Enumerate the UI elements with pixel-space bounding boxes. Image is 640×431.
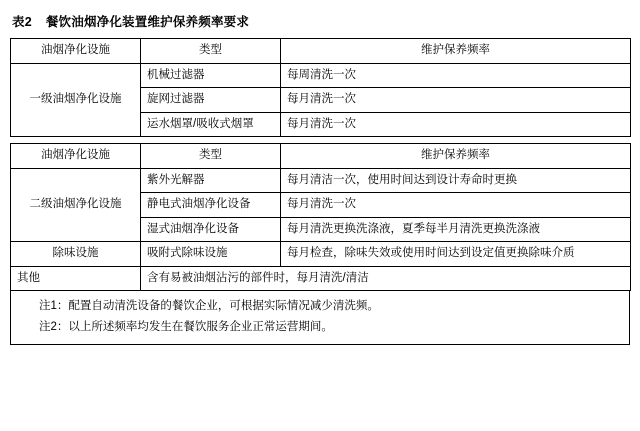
table-primary-stage: [10, 38, 631, 137]
cell-frequency: 每月清洗一次: [281, 88, 631, 113]
cell-frequency: 每月清洗一次: [281, 193, 631, 218]
table-row: [11, 63, 631, 88]
table-row: [11, 242, 631, 267]
note-item: 注1：配置自动清洗设备的餐饮企业，可根据实际情况减少清洗频。: [39, 300, 379, 313]
caption-title: 餐饮油烟净化装置维护保养频率要求: [45, 15, 250, 29]
cell-frequency: 含有易被油烟沾污的部件时，每月清洗/清洁: [141, 266, 631, 291]
cell-facility-deodorization: 除味设施: [11, 242, 141, 267]
cell-frequency: 每月清洁一次，使用时间达到设计寿命时更换: [281, 168, 631, 193]
column-header-type: 类型: [141, 39, 281, 64]
table-notes: [10, 291, 630, 344]
cell-type: 静电式油烟净化设备: [141, 193, 281, 218]
cell-type: 运水烟罩/吸收式烟罩: [141, 112, 281, 137]
table-block-primary: [10, 38, 630, 137]
table-block-secondary: [10, 143, 630, 344]
cell-type: 旋网过滤器: [141, 88, 281, 113]
cell-type: 湿式油烟净化设备: [141, 217, 281, 242]
cell-frequency: 每周清洗一次: [281, 63, 631, 88]
table-caption: [12, 12, 630, 30]
cell-type: 吸附式除味设施: [141, 242, 281, 267]
group-label-primary: 一级油烟净化设施: [11, 63, 141, 137]
group-label-secondary: 二级油烟净化设施: [11, 168, 141, 242]
cell-frequency: 每月检查，除味失效或使用时间达到设定值更换除味介质: [281, 242, 631, 267]
table-header-row: [11, 144, 631, 169]
cell-frequency: 每月清洗更换洗涤液，夏季每半月清洗更换洗涤液: [281, 217, 631, 242]
table-secondary-stage: [10, 143, 631, 291]
cell-type: 紫外光解器: [141, 168, 281, 193]
cell-frequency: 每月清洗一次: [281, 112, 631, 137]
cell-facility-other: 其他: [11, 266, 141, 291]
column-header-type: 类型: [141, 144, 281, 169]
cell-type: 机械过滤器: [141, 63, 281, 88]
caption-label: 表2: [12, 15, 32, 29]
table-header-row: [11, 39, 631, 64]
note-item: 注2：以上所述频率均发生在餐饮服务企业正常运营期间。: [39, 320, 333, 333]
column-header-facility: 油烟净化设施: [11, 39, 141, 64]
column-header-frequency: 维护保养频率: [281, 144, 631, 169]
column-header-facility: 油烟净化设施: [11, 144, 141, 169]
table-row: [11, 168, 631, 193]
column-header-frequency: 维护保养频率: [281, 39, 631, 64]
table-row: [11, 266, 631, 291]
